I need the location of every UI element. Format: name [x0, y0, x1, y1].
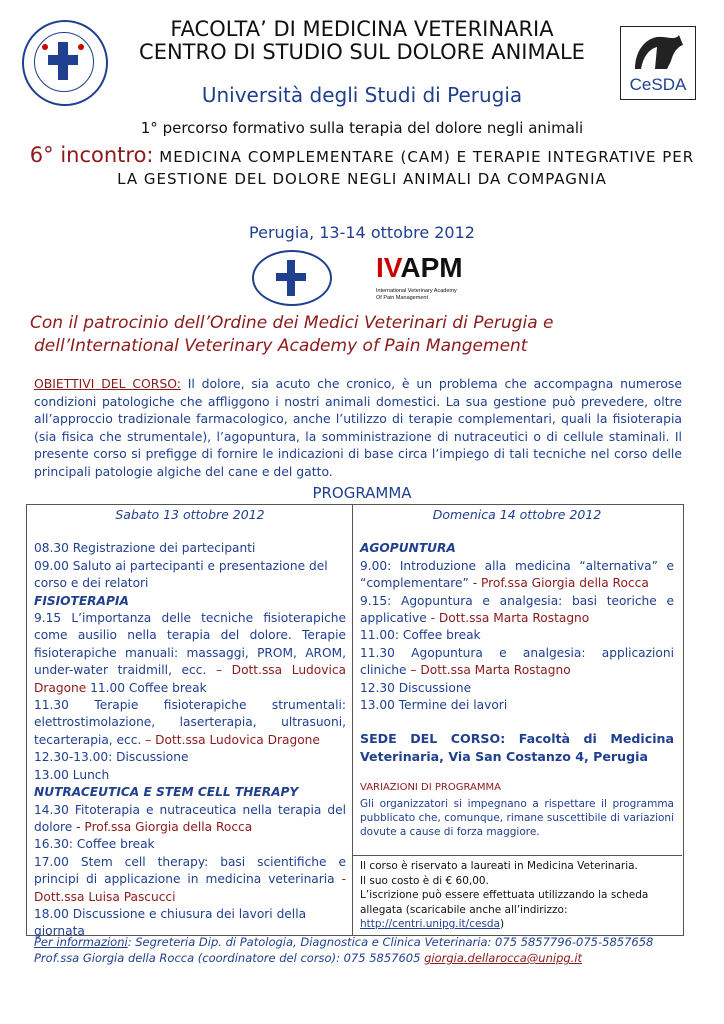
changes-text: Gli organizzatori si impegnano a rispettare il programma pubblicato che, comunque, rimane suscettibile di variazioni dovute a cause di forza maggiore.	[360, 797, 674, 838]
saturday-day: Sabato 13 ottobre 2012	[115, 507, 265, 522]
sunday-day: Domenica 14 ottobre 2012	[432, 507, 602, 522]
meeting-title	[20, 144, 704, 190]
program-item: 18.00 Discussione e chiusura dei lavori della giornata	[34, 906, 307, 939]
cesda-logo-text: CeSDA	[629, 75, 687, 94]
patronage-line-1: Con il patrocinio dell’Ordine dei Medici Veterinari di Perugia e	[30, 313, 554, 333]
header-titles	[20, 18, 704, 64]
program-item: 16.30: Coffee break	[34, 837, 155, 852]
section-nutraceutica: NUTRACEUTICA E STEM CELL THERAPY	[34, 785, 299, 800]
section-agopuntura: AGOPUNTURA	[360, 541, 456, 556]
university-name: Università degli Studi di Perugia	[201, 83, 523, 107]
footer-line-1: Per informazioni: Segreteria Dip. di Patologia, Diagnostica e Clinica Veterinaria: 075 5857796-075-5857658	[34, 935, 654, 949]
footer-line-2: Prof.ssa Giorgia della Rocca (coordinatore del corso): 075 5857605 giorgia.dellarocca@unipg.it	[34, 951, 583, 965]
sunday-column	[360, 506, 674, 839]
center-title: CENTRO DI STUDIO SUL DOLORE ANIMALE	[139, 40, 585, 64]
place-date: Perugia, 13-14 ottobre 2012	[249, 223, 475, 242]
program-item: 17.00 Stem cell therapy: basi scientifiche e principi di applicazione in medicina veterinaria - Dott.ssa Luisa Pascucci	[34, 854, 346, 904]
program-title: PROGRAMMA	[312, 484, 412, 502]
ivapm-logo: IVAPM International Veterinary Academy Of Pain Management	[376, 252, 463, 301]
cost-note: Il suo costo è di € 60,00.	[360, 874, 489, 887]
registration-info	[360, 859, 678, 932]
table-divider	[352, 504, 353, 935]
faculty-title: FACOLTA’ DI MEDICINA VETERINARIA	[170, 17, 554, 41]
objectives-label: OBIETTIVI DEL CORSO:	[34, 376, 181, 391]
registration-note: L’iscrizione può essere effettuata utilizzando la scheda allegata (scaricabile anche all’indirizzo: http://centri.unipg.it/cesda)	[360, 889, 649, 930]
program-item: 13.00 Lunch	[34, 767, 110, 782]
course-venue: SEDE DEL CORSO: Facoltà di Medicina Veterinaria, Via San Costanzo 4, Perugia	[360, 731, 674, 764]
table-divider-h	[353, 855, 682, 856]
changes-title: VARIAZIONI DI PROGRAMMA	[360, 782, 501, 794]
program-item: 11.30 Agopuntura e analgesia: applicazioni cliniche – Dott.ssa Marta Rostagno	[360, 645, 674, 678]
program-item: 9.15 L’importanza delle tecniche fisioterapiche come ausilio nella terapia del dolore. Terapie fisioterapiche manuali: massaggi, PROM, AROM, under-water traidmill, ecc. – Dott.ssa Ludovica Dragone 11.00 Coffee break	[34, 611, 347, 695]
footer-label: Per informazioni	[34, 935, 128, 949]
saturday-column	[34, 506, 346, 941]
program-item: 08.30 Registrazione dei partecipanti	[34, 541, 256, 556]
program-item: 12.30 Discussione	[360, 680, 472, 695]
meeting-topic: MEDICINA COMPLEMENTARE (CAM) E TERAPIE INTEGRATIVE PER LA GESTIONE DEL DOLORE NEGLI ANIMALI DA COMPAGNIA	[117, 148, 695, 188]
program-item: 11.30 Terapie fisioterapiche strumentali: elettrostimolazione, laserterapia, ultrasuoni, tecarterapia, ecc. – Dott.ssa Ludovica Dragone	[34, 698, 346, 747]
program-item: 13.00 Termine dei lavori	[360, 698, 508, 713]
footer	[34, 934, 694, 966]
contact-email[interactable]: giorgia.dellarocca@unipg.it	[424, 951, 583, 965]
program-item: 11.00: Coffee break	[360, 628, 481, 643]
objectives	[34, 375, 682, 480]
program-item: 14.30 Fitoterapia e nutraceutica nella terapia del dolore - Prof.ssa Giorgia della Rocca	[34, 802, 346, 834]
cesda-link[interactable]: http://centri.unipg.it/cesda	[360, 918, 501, 930]
program-item: 9.15: Agopuntura e analgesia: basi teoriche e applicative - Dott.ssa Marta Rostagno	[360, 593, 674, 626]
section-fisioterapia: FISIOTERAPIA	[34, 593, 129, 608]
program-item: 12.30-13.00: Discussione	[34, 750, 189, 765]
patronage-line-2: dell’International Veterinary Academy of Pain Mangement	[34, 336, 528, 356]
ordine-veterinari-logo	[252, 250, 332, 306]
program-item: 9.00: Introduzione alla medicina “alternativa” e “complementare” - Prof.ssa Giorgia della Rocca	[360, 558, 674, 591]
restriction-note: Il corso è riservato a laureati in Medicina Veterinaria.	[360, 860, 638, 872]
program-item: 09.00 Saluto ai partecipanti e presentazione del corso e dei relatori	[34, 558, 328, 591]
objectives-text: Il dolore, sia acuto che cronico, è un problema che accompagna numerose condizioni patologiche che affliggono i nostri animali domestici. La sua gestione può prevedere, oltre all’approccio tradizionale farmacologico, anche l’utilizzo di terapie complementari, quali la fisioterapia (sia fisica che strumentale), l’agopuntura, la somministrazione di nutraceutici o di cellule staminali. Il presente corso si prefigge di fornire le indicazioni di base circa l’impiego di tali tecniche nel corso delle principali patologie algiche del cane e del gatto.	[34, 376, 682, 479]
meeting-lead: 6° incontro:	[29, 143, 154, 167]
patronage	[30, 312, 710, 358]
course-subtitle: 1° percorso formativo sulla terapia del dolore negli animali	[140, 119, 584, 137]
